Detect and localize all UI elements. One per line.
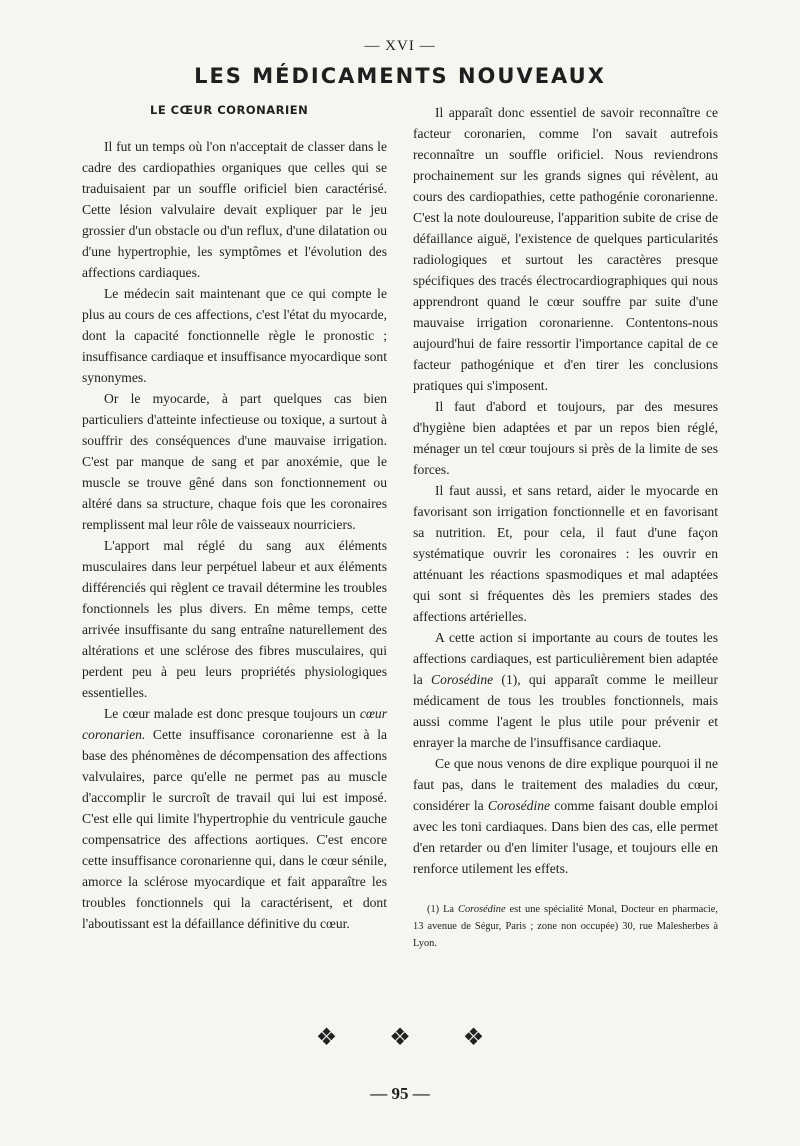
paragraph: Il faut aussi, et sans retard, aider le myocarde en favorisant son irrigation fonctionnelle et en favorisant sa nutrition. Et, pour cela, il faut d'une façon systématique ouvrir les coronaires : les ouvrir en atténuant les réactions spasmodiques et mal adaptées qui sont si fréquentes dès les premiers stades des affections artérielles. bbox=[413, 483, 718, 624]
paragraph bbox=[413, 627, 718, 753]
paragraph: Or le myocarde, à part quelques cas bien particuliers d'atteinte infectieuse ou toxique, a surtout à souffrir des conséquences d'une mauvaise irrigation. C'est par manque de sang et par anoxémie, que le muscle se trouve gêné dans son fonctionnement ou altéré dans sa structure, chaque fois que les coronaires remplissent mal leur rôle de vaisseaux nourriciers. bbox=[82, 391, 387, 532]
paragraph: L'apport mal réglé du sang aux éléments musculaires dans leur perpétuel labeur et aux éléments différenciés qui règlent ce travail détermine les troubles fonctionnels les plus divers. En même temps, cette arrivée insuffisante du sang entraîne naturellement des altérations et une sclérose des fibres musculaires, qui perdent peu à peu leurs propriétés physiologiques essentielles. bbox=[82, 538, 387, 700]
ornament-icon: ❖ bbox=[315, 1025, 338, 1051]
right-column bbox=[413, 102, 718, 952]
ornament-icon: ❖ bbox=[462, 1025, 485, 1051]
paragraph bbox=[413, 753, 718, 879]
text-run: comme faisant double emploi avec les toni cardiaques. Dans bien des cas, elle permet d'en retarder ou d'en limiter l'usage, et toujours elle en renforce utilement les effets. bbox=[413, 798, 718, 876]
paragraph bbox=[82, 703, 387, 934]
roman-page-folio: — XVI — bbox=[364, 38, 436, 54]
text-run: (1) La bbox=[427, 904, 459, 915]
emphasis: Corosédine bbox=[487, 798, 551, 813]
paragraph: Il faut d'abord et toujours, par des mesures d'hygiène bien adaptées et par un repos bien réglé, ménager un tel cœur toujours si près de la limite de ses forces. bbox=[413, 399, 718, 477]
page-number: — 95 — bbox=[370, 1084, 430, 1103]
paragraph: Il apparaît donc essentiel de savoir reconnaître ce facteur coronarien, comme l'on savait autrefois reconnaître un souffle orificiel. Nous reviendrons prochainement sur les grands signes qui révèlent, au cours des cardiopathies, cette pathogénie coronarienne. C'est la note douloureuse, l'apparition subite de crise de défaillance aiguë, l'existence de quelques particularités radiologiques et surtout les caractères presque spécifiques des tracés électrocardiographiques qui nous apprendront quand le cœur souffre par suite d'une mauvaise irrigation coronarienne. Contentons-nous aujourd'hui de faire ressortir l'importance capital de ce facteur pathogénique et d'en tirer les conclusions pratiques qui s'imposent. bbox=[413, 105, 718, 393]
text-run: (1), qui apparaît comme le meilleur médicament de tous les troubles fonctionnels, mais aussi comme l'agent le plus utile pour prévenir et enrayer la marche de l'insuffisance cardiaque. bbox=[413, 672, 718, 750]
emphasis: Corosédine bbox=[458, 904, 506, 915]
paragraph: Il fut un temps où l'on n'acceptait de classer dans le cadre des cardiopathies organiques que celles qui se traduisaient par un souffle orificiel bien caractérisé. Cette lésion valvulaire devait expliquer par le jeu grossier d'un obstacle ou d'un reflux, d'une dilatation ou d'une hypertrophie, les symptômes et l'évolution des affections cardiaques. bbox=[82, 139, 387, 280]
ornament-icon: ❖ bbox=[389, 1025, 411, 1051]
text-run: Cette insuffisance coronarienne est à la base des phénomènes de décompensation des affections valvulaires, parce qu'elle ne permet pas au muscle d'accomplir le surcroît de travail qui lui est imposé. C'est elle qui limite l'hypertrophie du ventricule gauche compensatrice des affections aortiques. C'est encore cette insuffisance coronarienne qui, dans le cœur sénile, amorce la sclérose myocardique et fait apparaître les troubles fonctionnels qui la caractérisent, et dont l'aboutissant est la défaillance définitive du cœur. bbox=[82, 727, 387, 931]
text-run: Le cœur malade est donc presque toujours un bbox=[104, 706, 360, 721]
section-title: LE CŒUR CORONARIEN bbox=[150, 103, 309, 117]
text-run: Ce que nous venons de dire explique pourquoi il ne faut pas, dans le traitement des maladies du cœur, considérer la bbox=[413, 756, 718, 813]
text-run: est une spécialité Monal, Docteur en pharmacie, 13 avenue de Ségur, Paris ; zone non occupée) 30, rue Malesherbes à Lyon. bbox=[413, 904, 719, 949]
emphasis: cœur coronarien. bbox=[82, 706, 387, 742]
text-run: A cette action si importante au cours de toutes les affections cardiaques, est particulièrement bien adaptée la bbox=[413, 630, 718, 687]
left-column bbox=[82, 102, 387, 934]
paragraph: Le médecin sait maintenant que ce qui compte le plus au cours de ces affections, c'est l'état du myocarde, dont la capacité fonctionnelle règle le pronostic ; insuffisance cardiaque et insuffisance myocardique sont synonymes. bbox=[82, 286, 387, 385]
page-title: LES MÉDICAMENTS NOUVEAUX bbox=[194, 64, 606, 88]
emphasis: Corosédine bbox=[431, 672, 494, 687]
ornament-row bbox=[0, 1026, 800, 1050]
footnote bbox=[413, 901, 718, 952]
